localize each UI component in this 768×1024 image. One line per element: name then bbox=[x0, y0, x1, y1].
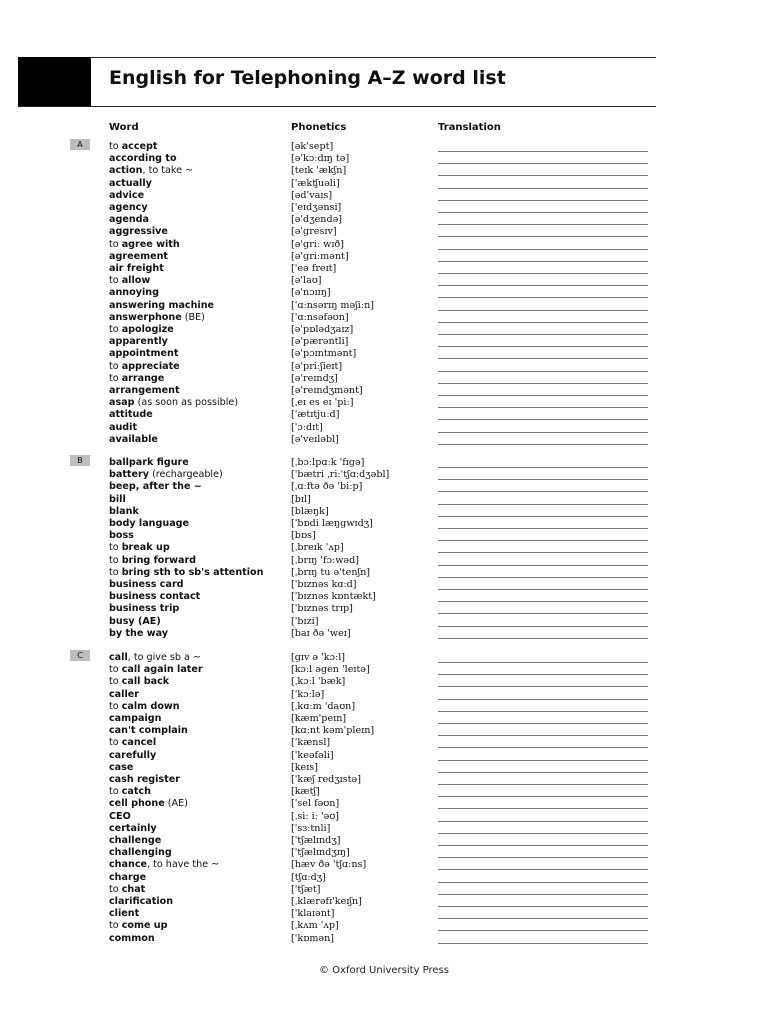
word-row bbox=[0, 178, 768, 190]
word-row bbox=[0, 202, 768, 214]
word-entry: agenda bbox=[109, 214, 150, 226]
word-entry: beep, after the ~ bbox=[109, 481, 202, 493]
word-entry: campaign bbox=[109, 713, 162, 724]
section-label-a: A bbox=[70, 139, 90, 150]
word-entry: call, to give sb a ~ bbox=[109, 652, 202, 663]
translation-line bbox=[438, 491, 648, 492]
phonetic-transcription: [ək'sept] bbox=[291, 141, 334, 152]
word-row bbox=[0, 786, 768, 798]
word-row bbox=[0, 481, 768, 493]
translation-line bbox=[438, 249, 648, 250]
phonetic-transcription: [ə'pærəntli] bbox=[291, 336, 349, 348]
translation-line bbox=[438, 699, 648, 700]
word-row bbox=[0, 567, 768, 579]
word-entry: available bbox=[109, 433, 158, 445]
header-top-rule bbox=[18, 57, 656, 58]
phonetic-transcription: [tʃɑːdʒ] bbox=[291, 871, 326, 883]
word-row bbox=[0, 701, 768, 713]
word-entry: asap (as soon as possible) bbox=[109, 397, 239, 409]
phonetic-transcription: ['bætri ˌriː'tʃɑːdʒəbl] bbox=[291, 469, 390, 481]
word-row bbox=[0, 214, 768, 226]
phonetic-transcription: [ə'nɔɪɪŋ] bbox=[291, 287, 331, 299]
translation-line bbox=[438, 906, 648, 907]
word-entry: to call again later bbox=[109, 664, 203, 676]
word-row bbox=[0, 762, 768, 774]
phonetic-transcription: ['tʃælɪndʒɪŋ] bbox=[291, 847, 350, 859]
translation-line bbox=[438, 212, 648, 213]
phonetic-transcription: [ˌbreɪk 'ʌp] bbox=[291, 542, 344, 554]
word-row bbox=[0, 226, 768, 238]
translation-line bbox=[438, 735, 648, 736]
translation-line bbox=[438, 638, 648, 639]
translation-line bbox=[438, 821, 648, 822]
translation-line bbox=[438, 686, 648, 687]
word-entry: to bring forward bbox=[109, 554, 197, 566]
phonetic-transcription: [ə'reɪndʒmənt] bbox=[291, 385, 363, 396]
word-entry: business contact bbox=[109, 591, 201, 603]
translation-line bbox=[438, 236, 648, 237]
translation-line bbox=[438, 796, 648, 797]
word-row bbox=[0, 725, 768, 737]
translation-line bbox=[438, 395, 648, 396]
word-entry: attitude bbox=[109, 409, 153, 421]
word-entry: to cancel bbox=[109, 737, 157, 749]
column-header-word: Word bbox=[109, 122, 139, 133]
word-entry: to appreciate bbox=[109, 360, 180, 372]
word-entry: audit bbox=[109, 421, 138, 433]
phonetic-transcription: [ə'griːmənt] bbox=[291, 250, 349, 262]
word-entry: to come up bbox=[109, 920, 168, 932]
word-entry: blank bbox=[109, 505, 139, 517]
word-row bbox=[0, 603, 768, 615]
section-label-b: B bbox=[70, 455, 90, 466]
word-row bbox=[0, 555, 768, 567]
translation-line bbox=[438, 273, 648, 274]
translation-line bbox=[438, 723, 648, 724]
translation-line bbox=[438, 310, 648, 311]
translation-line bbox=[438, 845, 648, 846]
translation-line bbox=[438, 444, 648, 445]
word-entry: answering machine bbox=[109, 299, 215, 311]
word-row bbox=[0, 542, 768, 554]
phonetic-transcription: [kætʃ] bbox=[291, 786, 320, 798]
translation-line bbox=[438, 358, 648, 359]
translation-line bbox=[438, 711, 648, 712]
phonetic-transcription: [ə'priːʃieɪt] bbox=[291, 360, 343, 372]
word-row bbox=[0, 348, 768, 360]
word-row bbox=[0, 811, 768, 823]
phonetic-transcription: ['ætɪtjuːd] bbox=[291, 409, 340, 421]
word-row bbox=[0, 774, 768, 786]
phonetic-transcription: ['eɪdʒənsi] bbox=[291, 202, 342, 213]
phonetic-transcription: ['sɜːtnli] bbox=[291, 822, 331, 834]
word-row bbox=[0, 275, 768, 287]
phonetic-transcription: [bɒs] bbox=[291, 530, 316, 542]
phonetic-transcription: [ˌklærəfɪ'keɪʃn] bbox=[291, 896, 362, 907]
translation-line bbox=[438, 297, 648, 298]
phonetic-transcription: [ˌkʌm 'ʌp] bbox=[291, 920, 339, 932]
word-entry: chance, to have the ~ bbox=[109, 859, 220, 871]
word-entry: caller bbox=[109, 688, 139, 700]
translation-line bbox=[438, 371, 648, 372]
word-entry: annoying bbox=[109, 287, 159, 299]
phonetic-transcription: [ˌkɔːl 'bæk] bbox=[291, 676, 346, 688]
translation-line bbox=[438, 930, 648, 931]
word-row bbox=[0, 798, 768, 810]
phonetic-transcription: [ˌɑːftə ðə 'biːp] bbox=[291, 481, 363, 493]
word-entry: according to bbox=[109, 153, 177, 165]
word-row bbox=[0, 239, 768, 251]
phonetic-transcription: [ə'griː wɪð] bbox=[291, 238, 344, 250]
word-row bbox=[0, 884, 768, 896]
word-row bbox=[0, 530, 768, 542]
word-entry: air freight bbox=[109, 263, 164, 274]
word-row bbox=[0, 190, 768, 202]
word-row bbox=[0, 591, 768, 603]
phonetic-transcription: [ˌeɪ es eɪ 'piː] bbox=[291, 397, 354, 409]
word-entry: business card bbox=[109, 579, 184, 590]
translation-line bbox=[438, 151, 648, 152]
translation-line bbox=[438, 613, 648, 614]
translation-line bbox=[438, 407, 648, 408]
phonetic-transcription: [ˌbrɪŋ tu ə'tenʃn] bbox=[291, 566, 371, 578]
phonetic-transcription: [ə'kɔːdɪŋ tə] bbox=[291, 153, 350, 165]
word-entry: case bbox=[109, 761, 134, 773]
word-row bbox=[0, 908, 768, 920]
phonetic-transcription: [baɪ ðə 'weɪ] bbox=[291, 627, 351, 639]
phonetic-transcription: [əd'vaɪs] bbox=[291, 189, 333, 201]
word-entry: appointment bbox=[109, 348, 179, 360]
word-row bbox=[0, 251, 768, 263]
word-entry: advice bbox=[109, 189, 145, 201]
phonetic-transcription: ['sel fəʊn] bbox=[291, 798, 340, 810]
word-entry: body language bbox=[109, 518, 190, 529]
phonetic-transcription: ['bɪznəs kɑːd] bbox=[291, 579, 357, 590]
translation-line bbox=[438, 467, 648, 468]
translation-line bbox=[438, 784, 648, 785]
word-entry: certainly bbox=[109, 822, 157, 834]
word-entry: can't complain bbox=[109, 725, 188, 737]
word-row bbox=[0, 750, 768, 762]
word-row bbox=[0, 664, 768, 676]
translation-line bbox=[438, 334, 648, 335]
translation-line bbox=[438, 943, 648, 944]
footer-copyright: © Oxford University Press bbox=[318, 965, 449, 976]
translation-line bbox=[438, 552, 648, 553]
word-row bbox=[0, 579, 768, 591]
word-entry: to accept bbox=[109, 141, 158, 152]
word-entry: bill bbox=[109, 493, 126, 505]
phonetic-transcription: ['bɪznəs kɒntækt] bbox=[291, 591, 376, 603]
translation-line bbox=[438, 528, 648, 529]
phonetic-transcription: [ˌbɔːlpɑːk 'fɪgə] bbox=[291, 457, 365, 468]
word-row bbox=[0, 361, 768, 373]
phonetic-transcription: [ə'laʊ] bbox=[291, 275, 322, 287]
phonetic-transcription: ['bɒdi læŋgwɪdʒ] bbox=[291, 518, 373, 529]
word-row bbox=[0, 300, 768, 312]
phonetic-transcription: [ə'reɪndʒ] bbox=[291, 372, 338, 384]
column-header-translation: Translation bbox=[438, 122, 501, 133]
word-row bbox=[0, 689, 768, 701]
word-entry: to allow bbox=[109, 275, 151, 287]
word-entry: cash register bbox=[109, 774, 180, 785]
translation-line bbox=[438, 626, 648, 627]
phonetic-transcription: [ə'pɔɪntmənt] bbox=[291, 348, 357, 360]
phonetic-transcription: ['kæʃ redʒɪstə] bbox=[291, 774, 361, 785]
translation-line bbox=[438, 419, 648, 420]
phonetic-transcription: ['bɪzi] bbox=[291, 615, 319, 627]
word-row bbox=[0, 859, 768, 871]
translation-line bbox=[438, 188, 648, 189]
translation-line bbox=[438, 285, 648, 286]
phonetic-transcription: [ˌbrɪŋ 'fɔːwəd] bbox=[291, 554, 359, 566]
phonetic-transcription: [blæŋk] bbox=[291, 505, 329, 517]
translation-line bbox=[438, 918, 648, 919]
word-row bbox=[0, 409, 768, 421]
translation-line bbox=[438, 261, 648, 262]
word-row bbox=[0, 933, 768, 945]
word-entry: agency bbox=[109, 202, 148, 213]
header-black-block bbox=[18, 57, 91, 107]
translation-line bbox=[438, 516, 648, 517]
word-entry: answerphone (BE) bbox=[109, 311, 205, 323]
word-entry: by the way bbox=[109, 627, 169, 639]
word-entry: agreement bbox=[109, 250, 169, 262]
phonetic-transcription: ['ɑːnsəfəʊn] bbox=[291, 311, 349, 323]
word-row bbox=[0, 153, 768, 165]
word-row bbox=[0, 628, 768, 640]
word-entry: charge bbox=[109, 871, 147, 883]
word-entry: business trip bbox=[109, 603, 180, 615]
phonetic-transcription: ['tʃælɪndʒ] bbox=[291, 835, 341, 846]
word-entry: to call back bbox=[109, 676, 170, 688]
word-entry: CEO bbox=[109, 810, 131, 822]
word-row bbox=[0, 713, 768, 725]
word-row bbox=[0, 312, 768, 324]
phonetic-transcription: [ˌkɑːm 'daʊn] bbox=[291, 700, 356, 712]
translation-line bbox=[438, 662, 648, 663]
word-entry: busy (AE) bbox=[109, 615, 161, 627]
word-row bbox=[0, 397, 768, 409]
word-entry: challenge bbox=[109, 835, 162, 846]
word-row bbox=[0, 676, 768, 688]
phonetic-transcription: [teɪk 'ækʃn] bbox=[291, 165, 347, 177]
phonetic-transcription: ['kænsl] bbox=[291, 737, 331, 749]
translation-line bbox=[438, 383, 648, 384]
translation-line bbox=[438, 808, 648, 809]
word-entry: boss bbox=[109, 530, 134, 542]
word-entry: to arrange bbox=[109, 372, 165, 384]
word-entry: clarification bbox=[109, 896, 174, 907]
translation-line bbox=[438, 175, 648, 176]
word-entry: to calm down bbox=[109, 700, 180, 712]
translation-line bbox=[438, 747, 648, 748]
translation-line bbox=[438, 601, 648, 602]
column-header-phonetics: Phonetics bbox=[291, 122, 347, 133]
phonetic-transcription: [ə'gresɪv] bbox=[291, 226, 337, 238]
phonetic-transcription: ['eə freɪt] bbox=[291, 263, 337, 274]
page-title: English for Telephoning A–Z word list bbox=[109, 67, 506, 89]
word-row bbox=[0, 263, 768, 275]
word-entry: apparently bbox=[109, 336, 168, 348]
word-entry: to break up bbox=[109, 542, 170, 554]
word-row bbox=[0, 506, 768, 518]
phonetic-transcription: [keɪs] bbox=[291, 761, 318, 773]
phonetic-transcription: [ə'dʒendə] bbox=[291, 214, 343, 226]
phonetic-transcription: [kæm'peɪn] bbox=[291, 713, 347, 724]
phonetic-transcription: ['kɒmən] bbox=[291, 932, 335, 944]
word-entry: ballpark figure bbox=[109, 457, 189, 468]
word-row bbox=[0, 872, 768, 884]
translation-line bbox=[438, 504, 648, 505]
phonetic-transcription: [ə'veɪləbl] bbox=[291, 433, 339, 445]
word-row bbox=[0, 737, 768, 749]
translation-line bbox=[438, 577, 648, 578]
phonetic-transcription: [bɪl] bbox=[291, 493, 311, 505]
phonetic-transcription: [ˌsiː iː 'əʊ] bbox=[291, 810, 340, 822]
word-row bbox=[0, 373, 768, 385]
word-row bbox=[0, 434, 768, 446]
word-entry: actually bbox=[109, 177, 152, 189]
translation-line bbox=[438, 200, 648, 201]
word-entry: to agree with bbox=[109, 238, 180, 250]
translation-line bbox=[438, 163, 648, 164]
translation-line bbox=[438, 869, 648, 870]
word-row bbox=[0, 457, 768, 469]
word-entry: to apologize bbox=[109, 324, 174, 335]
word-row bbox=[0, 141, 768, 153]
word-entry: battery (rechargeable) bbox=[109, 469, 223, 481]
word-entry: arrangement bbox=[109, 385, 180, 396]
phonetic-transcription: ['ækʧuəli] bbox=[291, 177, 340, 189]
word-row bbox=[0, 469, 768, 481]
phonetic-transcription: ['bɪznəs trɪp] bbox=[291, 603, 353, 615]
word-row bbox=[0, 287, 768, 299]
word-row bbox=[0, 835, 768, 847]
word-row bbox=[0, 518, 768, 530]
section-label-c: C bbox=[70, 650, 90, 661]
word-row bbox=[0, 823, 768, 835]
word-entry: to bring sth to sb's attention bbox=[109, 566, 264, 578]
translation-line bbox=[438, 674, 648, 675]
translation-line bbox=[438, 772, 648, 773]
word-row bbox=[0, 165, 768, 177]
word-entry: cell phone (AE) bbox=[109, 798, 188, 810]
phonetic-transcription: [ə'pɒlədʒaɪz] bbox=[291, 324, 354, 335]
translation-line bbox=[438, 540, 648, 541]
phonetic-transcription: ['klaɪənt] bbox=[291, 908, 335, 920]
phonetic-transcription: [kɔːl əgen 'leɪtə] bbox=[291, 664, 370, 676]
word-row bbox=[0, 616, 768, 628]
word-entry: carefully bbox=[109, 749, 157, 761]
word-entry: to catch bbox=[109, 786, 151, 798]
translation-line bbox=[438, 833, 648, 834]
translation-line bbox=[438, 565, 648, 566]
phonetic-transcription: ['ɑːnsərɪŋ məʃiːn] bbox=[291, 299, 375, 311]
translation-line bbox=[438, 224, 648, 225]
translation-line bbox=[438, 857, 648, 858]
phonetic-transcription: ['ɔːdɪt] bbox=[291, 421, 323, 433]
word-row bbox=[0, 920, 768, 932]
translation-line bbox=[438, 894, 648, 895]
word-row bbox=[0, 652, 768, 664]
word-entry: common bbox=[109, 932, 155, 944]
word-row bbox=[0, 422, 768, 434]
word-entry: action, to take ~ bbox=[109, 165, 194, 177]
phonetic-transcription: ['tʃæt] bbox=[291, 883, 321, 895]
phonetic-transcription: [hæv ðə 'tʃɑːns] bbox=[291, 859, 367, 871]
word-row bbox=[0, 385, 768, 397]
translation-line bbox=[438, 322, 648, 323]
word-row bbox=[0, 494, 768, 506]
phonetic-transcription: ['kɔːlə] bbox=[291, 688, 325, 700]
phonetic-transcription: [kɑːnt kəm'pleɪn] bbox=[291, 725, 375, 737]
word-entry: client bbox=[109, 908, 140, 920]
word-row bbox=[0, 324, 768, 336]
phonetic-transcription: ['keəfəli] bbox=[291, 749, 334, 761]
translation-line bbox=[438, 882, 648, 883]
word-row bbox=[0, 336, 768, 348]
word-row bbox=[0, 847, 768, 859]
word-entry: to chat bbox=[109, 883, 146, 895]
translation-line bbox=[438, 760, 648, 761]
word-entry: aggressive bbox=[109, 226, 168, 238]
header-bottom-rule bbox=[18, 106, 656, 107]
word-row bbox=[0, 896, 768, 908]
translation-line bbox=[438, 589, 648, 590]
translation-line bbox=[438, 346, 648, 347]
translation-line bbox=[438, 479, 648, 480]
phonetic-transcription: [gɪv ə 'kɔːl] bbox=[291, 652, 346, 663]
word-entry: challenging bbox=[109, 847, 172, 859]
translation-line bbox=[438, 432, 648, 433]
